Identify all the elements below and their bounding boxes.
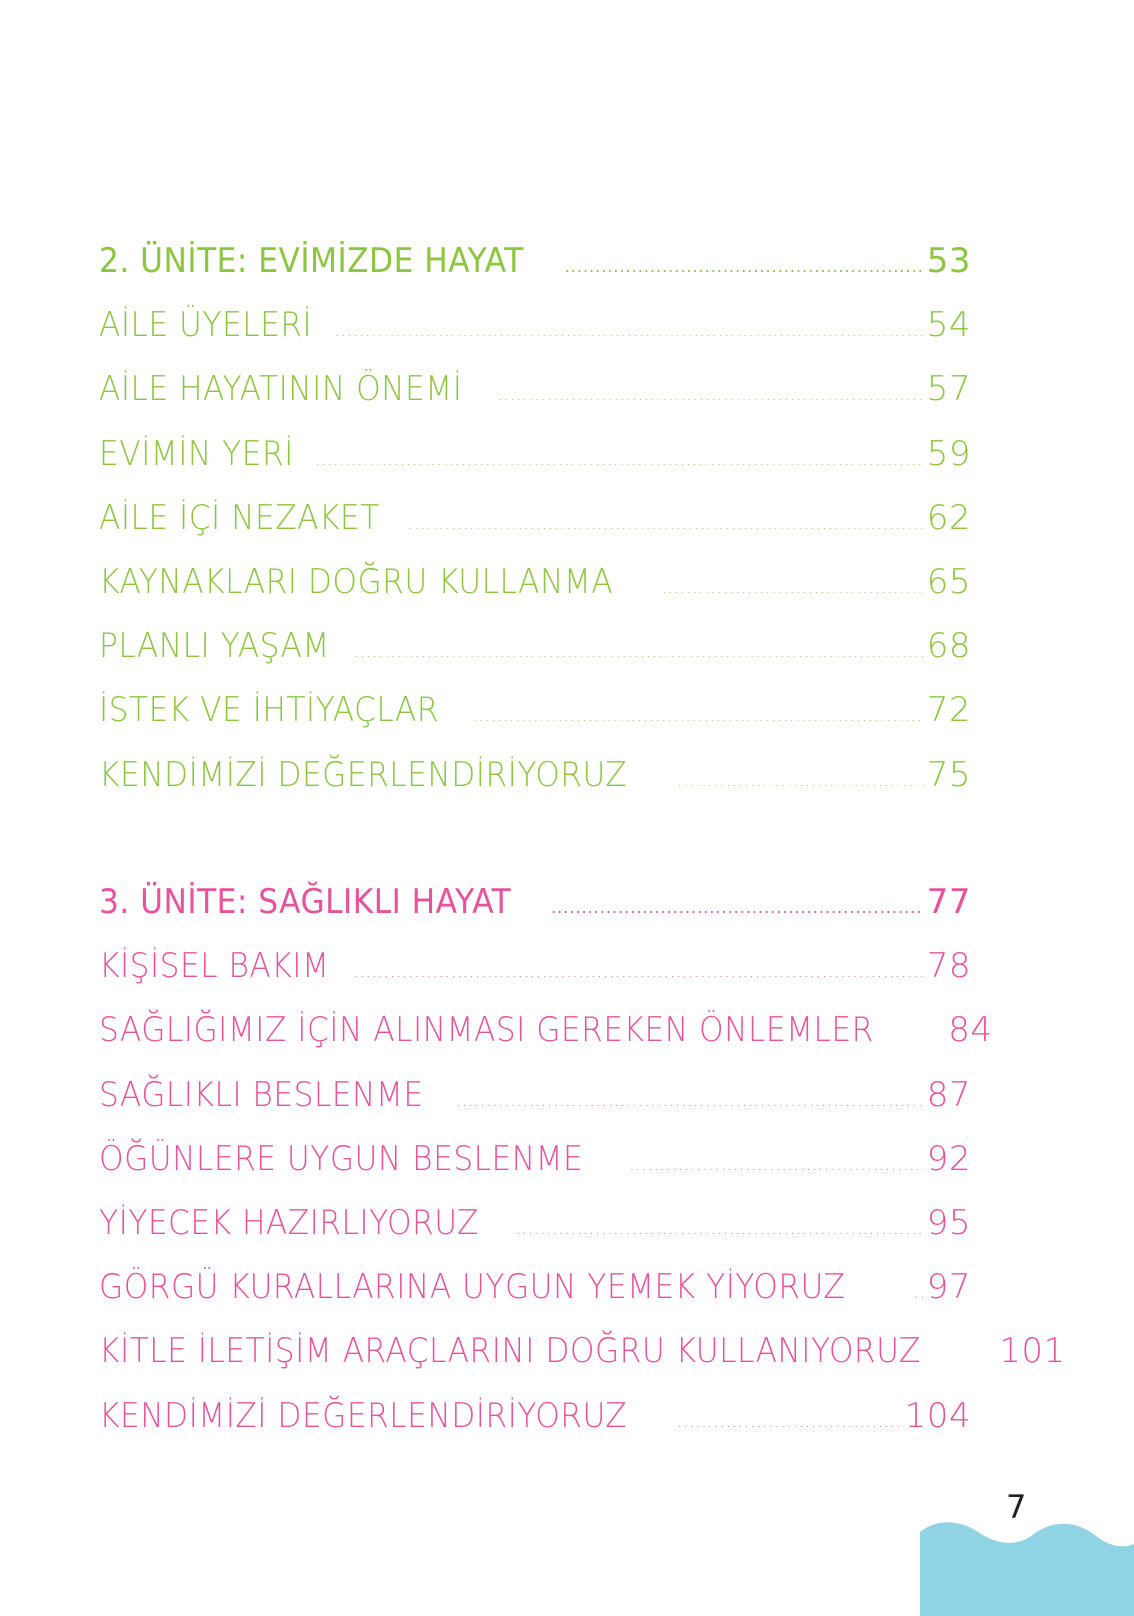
toc-entry[interactable] <box>99 1139 971 1203</box>
toc-title: KAYNAKLARI DOĞRU KULLANMA <box>99 561 614 602</box>
dot-leader <box>354 642 924 661</box>
toc-entry[interactable] <box>99 1203 971 1267</box>
toc-title: ÖĞÜNLERE UYGUN BESLENME <box>99 1138 584 1179</box>
dot-leader <box>914 1283 924 1302</box>
toc-page: 92 <box>926 1138 971 1179</box>
dot-leader <box>353 962 923 981</box>
toc-title: PLANLI YAŞAM <box>99 626 330 667</box>
toc-title: İSTEK VE İHTİYAÇLAR <box>99 690 439 731</box>
dot-leader <box>408 514 924 533</box>
toc-page: 78 <box>926 946 971 987</box>
toc-title: KİŞİSEL BAKIM <box>99 946 330 987</box>
toc-page: 59 <box>926 433 971 474</box>
toc-page: 72 <box>926 690 971 731</box>
toc-title: AİLE HAYATININ ÖNEMİ <box>99 369 463 410</box>
dot-leader <box>662 578 924 597</box>
toc-entry[interactable] <box>99 1010 993 1074</box>
unit-3-toc <box>99 882 1066 1460</box>
toc-page: 104 <box>904 1395 971 1436</box>
toc-entry[interactable] <box>99 1396 971 1460</box>
toc-page: 68 <box>926 626 971 667</box>
toc-page: 53 <box>926 241 971 281</box>
toc-entry[interactable] <box>99 626 971 690</box>
dot-leader <box>551 898 924 917</box>
dot-leader <box>677 1412 901 1431</box>
dot-leader <box>456 1091 924 1110</box>
toc-entry[interactable] <box>99 1331 1066 1395</box>
toc-page: 97 <box>926 1267 971 1308</box>
toc-title: 2. ÜNİTE: EVİMİZDE HAYAT <box>99 241 524 281</box>
toc-title: YİYECEK HAZIRLIYORUZ <box>99 1202 479 1243</box>
toc-entry[interactable] <box>99 369 971 433</box>
toc-title: KENDİMİZİ DEĞERLENDİRİYORUZ <box>99 1395 628 1436</box>
toc-page: 62 <box>926 497 971 538</box>
page-number: 7 <box>1006 1488 1027 1526</box>
unit-2-toc <box>99 241 971 819</box>
toc-entry[interactable] <box>99 755 971 819</box>
toc-page: 95 <box>926 1202 971 1243</box>
toc-title: AİLE İÇİ NEZAKET <box>99 497 380 538</box>
dot-leader <box>677 771 924 790</box>
unit-3-heading[interactable] <box>99 882 971 946</box>
wave-shape <box>920 1522 1134 1616</box>
toc-page: 77 <box>926 882 971 922</box>
unit-2-heading[interactable] <box>99 241 971 305</box>
dot-leader <box>473 706 924 725</box>
toc-page: 87 <box>926 1074 971 1115</box>
toc-entry[interactable] <box>99 562 971 626</box>
toc-title: GÖRGÜ KURALLARINA UYGUN YEMEK YİYORUZ <box>99 1267 846 1308</box>
toc-title: EVİMİN YERİ <box>99 433 294 474</box>
toc-page: 65 <box>926 561 971 602</box>
dot-leader <box>565 257 924 276</box>
toc-title: 3. ÜNİTE: SAĞLIKLI HAYAT <box>99 882 512 922</box>
dot-leader <box>498 385 924 404</box>
toc-entry[interactable] <box>99 946 971 1010</box>
dot-leader <box>335 321 924 340</box>
toc-page: 84 <box>948 1010 993 1051</box>
toc-page: 75 <box>926 754 971 795</box>
toc-entry[interactable] <box>99 434 971 498</box>
toc-title: KENDİMİZİ DEĞERLENDİRİYORUZ <box>99 754 628 795</box>
toc-entry[interactable] <box>99 1267 971 1331</box>
toc-entry[interactable] <box>99 690 971 754</box>
toc-page: 57 <box>926 369 971 410</box>
dot-leader <box>629 1155 923 1174</box>
toc-title: SAĞLIKLI BESLENME <box>99 1074 424 1115</box>
toc-entry[interactable] <box>99 498 971 562</box>
toc-title: KİTLE İLETİŞİM ARAÇLARINI DOĞRU KULLANIYORUZ <box>99 1331 921 1372</box>
toc-entry[interactable] <box>99 305 971 369</box>
dot-leader <box>315 450 924 469</box>
toc-title: AİLE ÜYELERİ <box>99 305 313 346</box>
toc-title: SAĞLIĞIMIZ İÇİN ALINMASI GEREKEN ÖNLEMLER <box>99 1010 874 1051</box>
toc-page: 54 <box>926 305 971 346</box>
wave-decoration <box>920 1518 1134 1616</box>
toc-page: 101 <box>999 1331 1066 1372</box>
toc-entry[interactable] <box>99 1075 971 1139</box>
dot-leader <box>516 1219 924 1238</box>
